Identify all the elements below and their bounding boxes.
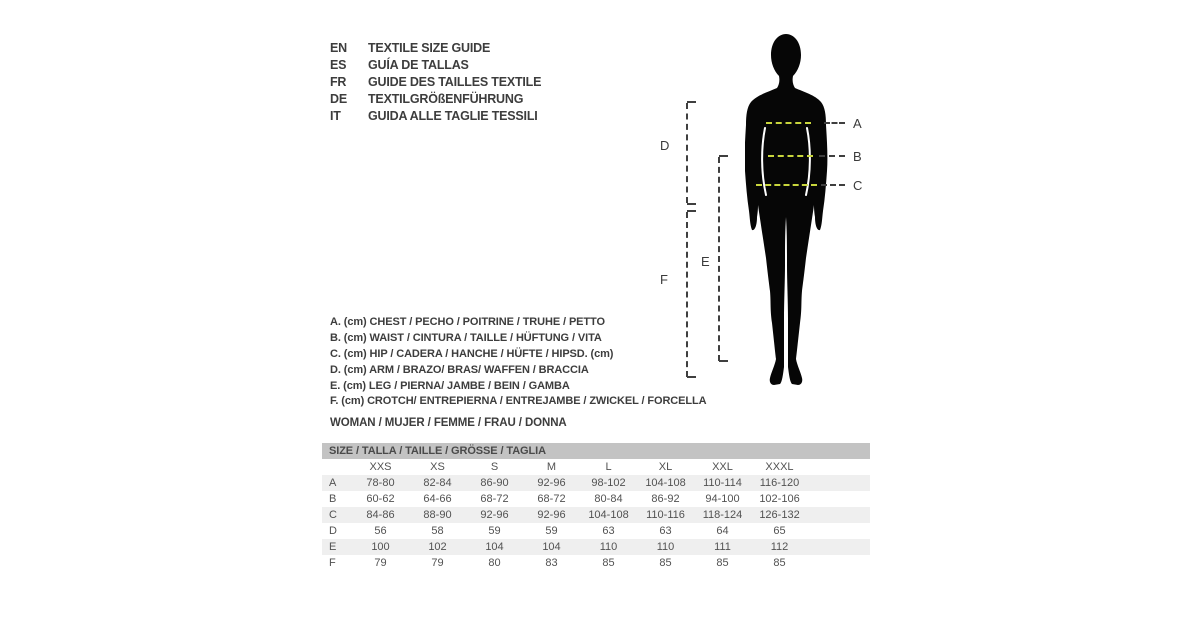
waist-extension-line xyxy=(819,155,845,157)
size-cell: 126-132 xyxy=(751,507,808,523)
column-header: S xyxy=(490,461,499,473)
size-cell: 79 xyxy=(431,557,444,569)
filler-cell xyxy=(808,539,870,555)
language-code: FR xyxy=(330,74,347,89)
hip-dotted-line xyxy=(756,184,817,186)
table-row xyxy=(322,507,870,523)
size-cell: 68-72 xyxy=(480,493,509,505)
language-title: GUÍA DE TALLAS xyxy=(368,57,469,72)
filler-cell xyxy=(808,491,870,507)
size-cell: 110-116 xyxy=(637,507,694,523)
filler-cell xyxy=(808,507,870,523)
size-cell: 112 xyxy=(751,539,808,555)
size-cell: 79 xyxy=(374,557,387,569)
size-cell: 86-92 xyxy=(651,493,680,505)
language-title: TEXTILGRÖßENFÜHRUNG xyxy=(368,91,524,106)
size-cell: 63 xyxy=(659,525,672,537)
chest-extension-line xyxy=(824,122,845,124)
size-cell: 110 xyxy=(580,539,637,555)
size-cell: 59 xyxy=(488,525,501,537)
size-cell: 104 xyxy=(466,539,523,555)
size-cell: 63 xyxy=(602,525,615,537)
table-row xyxy=(322,539,870,555)
legend-line-hip: C. (cm) HIP / CADERA / HANCHE / HÜFTE / HIPSD. (cm) xyxy=(330,347,614,360)
measure-tick xyxy=(687,210,696,212)
size-table-title-bar: SIZE / TALLA / TAILLE / GRÖSSE / TAGLIA xyxy=(322,443,870,459)
language-title: TEXTILE SIZE GUIDE xyxy=(368,40,491,55)
size-cell: 82-84 xyxy=(409,475,466,491)
row-label: A xyxy=(322,475,352,491)
size-cell: 85 xyxy=(659,557,672,569)
column-header: XXS xyxy=(369,461,392,473)
size-column-header-row xyxy=(322,459,870,475)
legend-line-chest: A. (cm) CHEST / PECHO / POITRINE / TRUHE / PETTO xyxy=(330,315,605,328)
size-cell: 85 xyxy=(602,557,615,569)
size-cell: 94-100 xyxy=(705,493,740,505)
size-cell: 110-114 xyxy=(694,475,751,491)
size-cell: 111 xyxy=(694,539,751,555)
size-cell: 64-66 xyxy=(423,493,452,505)
legend-line-leg: E. (cm) LEG / PIERNA/ JAMBE / BEIN / GAMBA xyxy=(330,379,570,392)
filler-cell xyxy=(808,459,870,475)
row-label: B xyxy=(329,493,337,505)
row-label: C xyxy=(322,507,352,523)
size-cell: 83 xyxy=(545,557,558,569)
size-cell: 80-84 xyxy=(594,493,623,505)
language-code: EN xyxy=(330,40,347,55)
filler-cell xyxy=(808,523,870,539)
size-cell: 88-90 xyxy=(409,507,466,523)
size-cell: 84-86 xyxy=(352,507,409,523)
leg-measure-line xyxy=(718,157,720,361)
waist-label: B xyxy=(853,149,862,164)
chest-label: A xyxy=(853,116,862,131)
row-label: F xyxy=(329,557,336,569)
woman-silhouette-image xyxy=(745,33,832,386)
corner-cell xyxy=(322,459,352,475)
size-cell: 116-120 xyxy=(751,475,808,491)
size-cell: 80 xyxy=(488,557,501,569)
arm-measure-line xyxy=(686,103,688,203)
column-header: XS xyxy=(430,461,445,473)
size-cell: 102-106 xyxy=(759,493,800,505)
size-cell: 92-96 xyxy=(466,507,523,523)
size-cell: 92-96 xyxy=(523,475,580,491)
size-cell: 65 xyxy=(773,525,786,537)
chest-dotted-line xyxy=(766,122,811,124)
language-row xyxy=(330,39,541,56)
language-row xyxy=(330,107,541,124)
filler-cell xyxy=(808,475,870,491)
hip-label: C xyxy=(853,178,863,193)
legend-line-arm: D. (cm) ARM / BRAZO/ BRAS/ WAFFEN / BRACCIA xyxy=(330,363,589,376)
column-header: L xyxy=(605,461,612,473)
size-cell: 118-124 xyxy=(694,507,751,523)
size-cell: 60-62 xyxy=(366,493,395,505)
size-cell: 110 xyxy=(637,539,694,555)
language-code: IT xyxy=(330,108,341,123)
gender-label: WOMAN / MUJER / FEMME / FRAU / DONNA xyxy=(330,417,567,429)
language-title-list xyxy=(330,39,541,124)
row-label: E xyxy=(322,539,352,555)
legend-line-waist: B. (cm) WAIST / CINTURA / TAILLE / HÜFTUNG / VITA xyxy=(330,331,602,344)
column-header: M xyxy=(546,461,557,473)
crotch-label: F xyxy=(660,272,668,287)
size-cell: 98-102 xyxy=(580,475,637,491)
table-row xyxy=(322,523,870,539)
language-code: DE xyxy=(330,91,347,106)
size-cell: 102 xyxy=(409,539,466,555)
arm-label: D xyxy=(660,138,670,153)
language-row xyxy=(330,56,541,73)
measure-tick xyxy=(719,155,728,157)
leg-label: E xyxy=(701,254,710,269)
size-table xyxy=(322,459,870,571)
filler-cell xyxy=(808,555,870,571)
column-header: XXL xyxy=(712,461,733,473)
size-cell: 56 xyxy=(374,525,387,537)
size-cell: 100 xyxy=(352,539,409,555)
column-header: XXXL xyxy=(765,461,794,473)
language-title: GUIDE DES TAILLES TEXTILE xyxy=(368,74,542,89)
size-cell: 92-96 xyxy=(523,507,580,523)
size-cell: 104 xyxy=(523,539,580,555)
waist-dotted-line xyxy=(768,155,813,157)
size-cell: 64 xyxy=(716,525,729,537)
table-row xyxy=(322,555,870,571)
legend-line-crotch: F. (cm) CROTCH/ ENTREPIERNA / ENTREJAMBE / ZWICKEL / FORCELLA xyxy=(330,395,707,408)
silhouette-path xyxy=(745,34,827,385)
column-header: XL xyxy=(658,461,673,473)
language-row xyxy=(330,90,541,107)
table-row xyxy=(322,475,870,491)
size-cell: 86-90 xyxy=(466,475,523,491)
measure-tick xyxy=(687,203,696,205)
measure-tick xyxy=(719,360,728,362)
size-cell: 85 xyxy=(716,557,729,569)
table-row xyxy=(322,491,870,507)
size-cell: 85 xyxy=(773,557,786,569)
size-cell: 68-72 xyxy=(537,493,566,505)
measure-tick xyxy=(687,101,696,103)
language-title: GUIDA ALLE TAGLIE TESSILI xyxy=(368,108,538,123)
size-cell: 59 xyxy=(545,525,558,537)
size-cell: 78-80 xyxy=(352,475,409,491)
measurement-legend xyxy=(330,314,706,409)
size-cell: 104-108 xyxy=(580,507,637,523)
size-cell: 104-108 xyxy=(637,475,694,491)
language-code: ES xyxy=(330,57,347,72)
row-label: D xyxy=(329,525,337,537)
size-cell: 58 xyxy=(431,525,444,537)
language-row xyxy=(330,73,541,90)
hip-extension-line xyxy=(821,184,845,186)
